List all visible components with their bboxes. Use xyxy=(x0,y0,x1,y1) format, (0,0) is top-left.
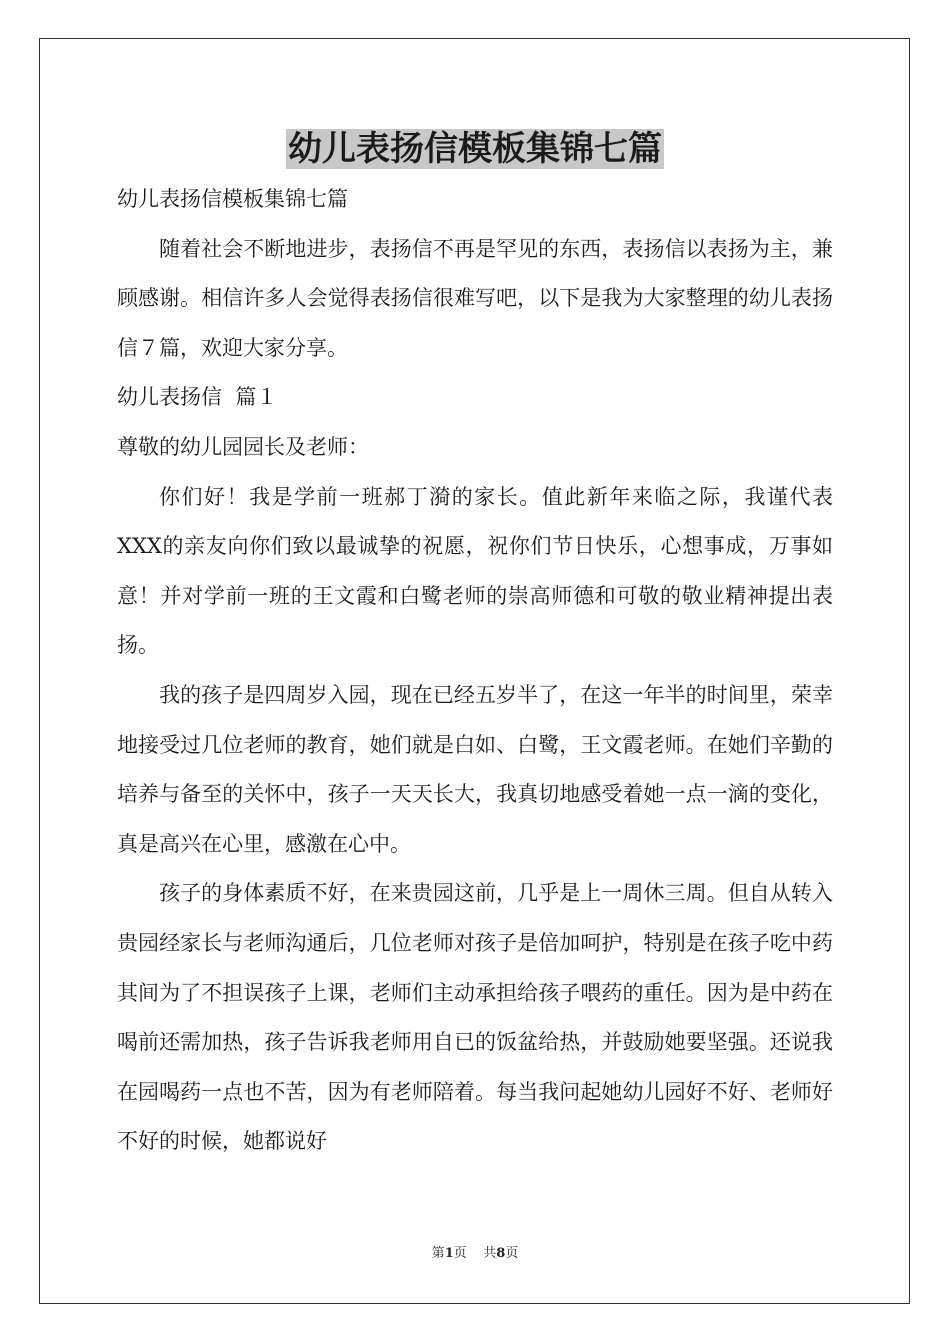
page-footer xyxy=(0,1244,950,1264)
footer-prefix: 第 xyxy=(431,1246,445,1261)
footer-suffix: 页 xyxy=(505,1246,519,1261)
footer-mid: 页 共 xyxy=(453,1246,497,1261)
footer-page-number: 1 xyxy=(444,1246,454,1261)
body-paragraph: 随着社会不断地进步，表扬信不再是罕见的东西，表扬信以表扬为主，兼顾感谢。相信许多人会觉得表扬信很难写吧，以下是我为大家整理的幼儿表扬信７篇，欢迎大家分享。 xyxy=(117,236,833,360)
footer-total-pages: 8 xyxy=(496,1246,506,1261)
body-paragraph: 我的孩子是四周岁入园，现在已经五岁半了，在这一年半的时间里，荣幸地接受过几位老师的教育，她们就是白如、白鹭，王文霞老师。在她们辛勤的培养与备至的关怀中，孩子一天天长大，我真切地感受着她一点一滴的变化，真是高兴在心里，感激在心中。 xyxy=(117,682,833,856)
body-paragraph: 幼儿表扬信模板集锦七篇 xyxy=(117,187,348,211)
body-paragraph: 孩子的身体素质不好，在来贵园这前，几乎是上一周休三周。但自从转入贵园经家长与老师沟通后，几位老师对孩子是倍加呵护，特别是在孩子吃中药其间为了不担误孩子上课，老师们主动承担给孩子喂药的重任。因为是中药在喝前还需加热，孩子告诉我老师用自已的饭盆给热，并鼓励她要坚强。还说我在园喝药一点也不苦，因为有老师陪着。每当我问起她幼儿园好不好、老师好不好的时候，她都说好 xyxy=(117,881,833,1154)
body-paragraph: 尊敬的幼儿园园长及老师： xyxy=(117,434,369,459)
body-paragraph: 幼儿表扬信 篇１ xyxy=(117,385,278,410)
body-paragraph: 你们好！我是学前一班郝丁漪的家长。值此新年来临之际，我谨代表XXX的亲友向你们致以最诚挚的祝愿，祝你们节日快乐，心想事成，万事如意！并对学前一班的王文霞和白鹭老师的崇高师德和可敬的敬业精神提出表扬。 xyxy=(117,484,833,658)
document-body xyxy=(117,175,833,1167)
document-title xyxy=(0,124,950,174)
document-title-text: 幼儿表扬信模板集锦七篇 xyxy=(288,129,662,169)
